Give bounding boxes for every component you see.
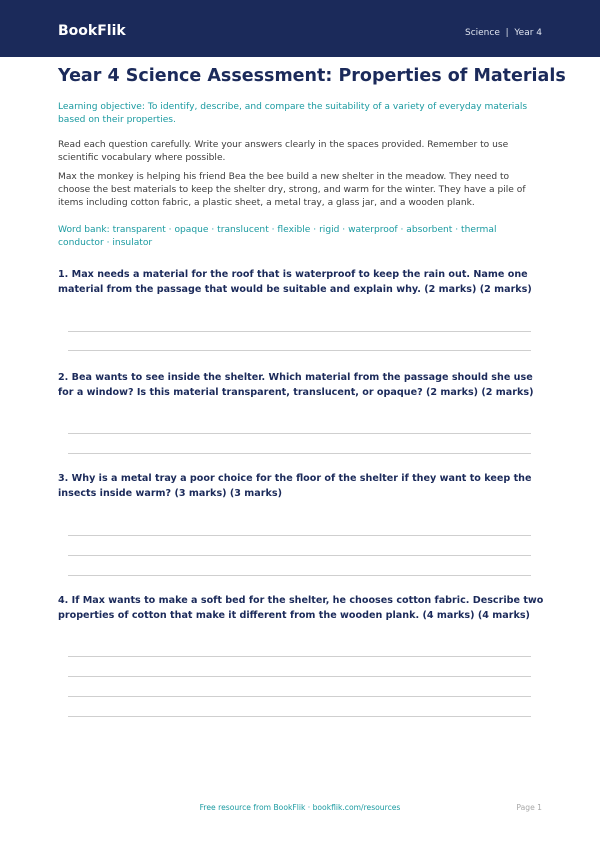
question-1: 1. Max needs a material for the roof that is waterproof to keep the rain out. Name one material from the passage that would be suitable and explain why. (2 marks) (2 marks)	[58, 269, 532, 295]
answer-line-q1-1[interactable]	[68, 331, 531, 332]
answer-line-q3-1[interactable]	[68, 535, 531, 536]
question-3: 3. Why is a metal tray a poor choice for the floor of the shelter if they want to keep the insects inside warm? (3 marks) (3 marks)	[58, 473, 532, 499]
answer-line-q3-2[interactable]	[68, 555, 531, 556]
answer-line-q4-2[interactable]	[68, 676, 531, 677]
answer-line-q1-2[interactable]	[68, 350, 531, 351]
page-header	[0, 0, 600, 57]
question-2: 2. Bea wants to see inside the shelter. Which material from the passage should she use for a window? Is this material transparent, translucent, or opaque? (2 marks) (2 marks)	[58, 372, 534, 398]
answer-line-q2-2[interactable]	[68, 453, 531, 454]
instructions-text: Read each question carefully. Write your answers clearly in the spaces provided. Remember to use scientific vocabulary where possible.	[58, 140, 509, 164]
answer-line-q2-1[interactable]	[68, 433, 531, 434]
brand-logo-text: BookFlik	[58, 23, 126, 39]
answer-line-q4-4[interactable]	[68, 716, 531, 717]
page-title: Year 4 Science Assessment: Properties of Materials	[58, 66, 566, 86]
answer-line-q3-3[interactable]	[68, 575, 531, 576]
footer-source: Free resource from BookFlik · bookflik.com/resources	[199, 803, 401, 812]
reading-passage: Max the monkey is helping his friend Bea the bee build a new shelter in the meadow. They need to choose the best materials to keep the shelter dry, strong, and warm for the winter. They have a pile of items including cotton fabric, a plastic sheet, a metal tray, a glass jar, and a wooden plank.	[58, 172, 526, 209]
answer-line-q4-3[interactable]	[68, 696, 531, 697]
learning-objective: Learning objective: To identify, describe, and compare the suitability of a variety of everyday materials based on their properties.	[58, 102, 528, 126]
question-4: 4. If Max wants to make a soft bed for the shelter, he chooses cotton fabric. Describe two properties of cotton that make it different from the wooden plank. (4 marks) (4 marks)	[58, 595, 544, 621]
subject-year-label: Science | Year 4	[464, 28, 542, 38]
answer-line-q4-1[interactable]	[68, 656, 531, 657]
page-number: Page 1	[516, 803, 542, 812]
word-bank: Word bank: transparent · opaque · translucent · flexible · rigid · waterproof · absorbent · thermal conductor · insulator	[58, 225, 497, 249]
